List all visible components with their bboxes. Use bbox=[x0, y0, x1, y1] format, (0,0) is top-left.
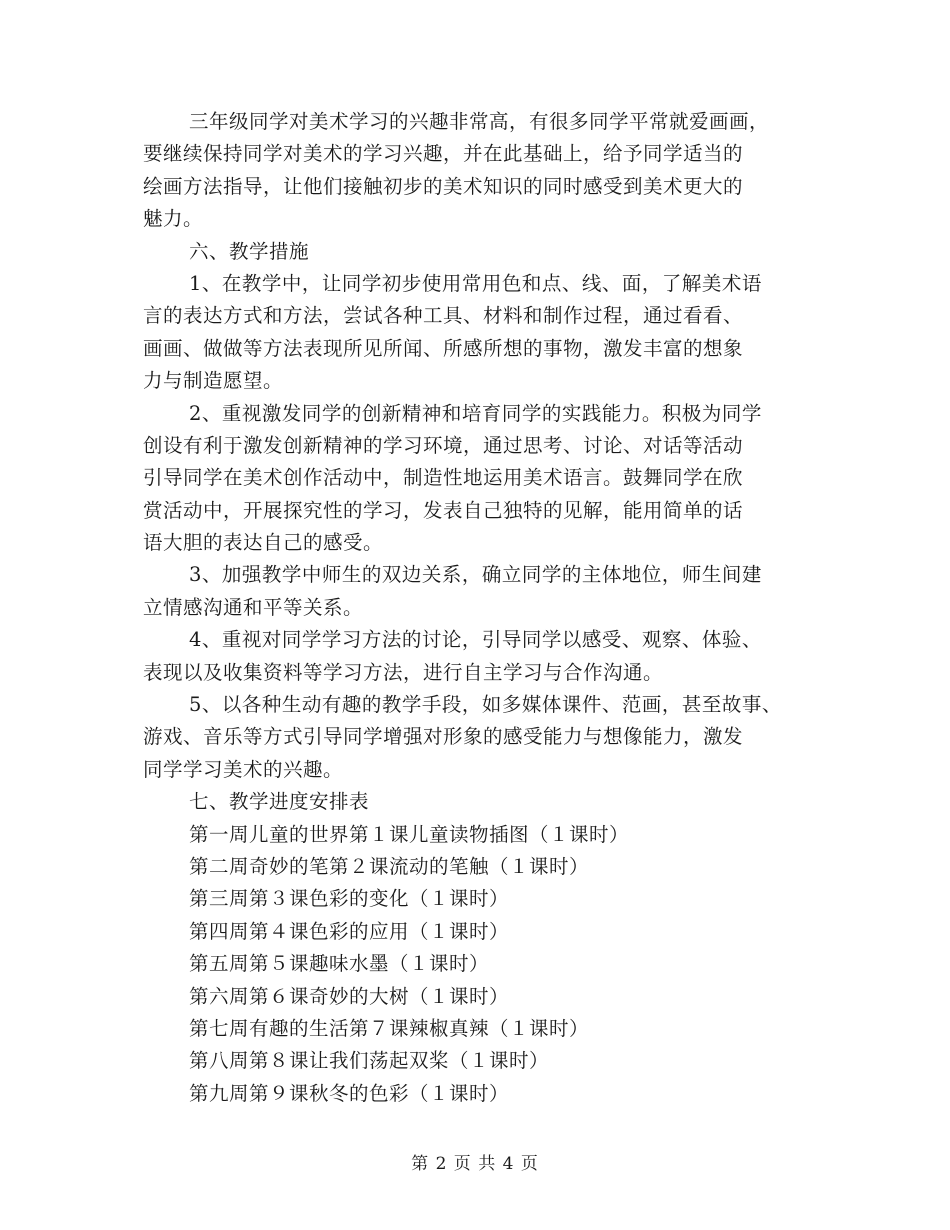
document-body bbox=[143, 106, 823, 1110]
text-line: 言的表达方式和方法，尝试各种工具、材料和制作过程，通过看看、 bbox=[143, 304, 744, 328]
text-line: 赏活动中，开展探究性的学习，发表自己独特的见解，能用简单的话 bbox=[143, 498, 744, 522]
text-line: 第八周第８课让我们荡起双桨（１课时） bbox=[189, 1049, 550, 1073]
text-line: 游戏、音乐等方式引导同学增强对形象的感受能力与想像能力，激发 bbox=[143, 725, 744, 749]
text-line: 第一周儿童的世界第１课儿童读物插图（１课时） bbox=[189, 822, 630, 846]
text-line: 第七周有趣的生活第７课辣椒真辣（１课时） bbox=[189, 1016, 590, 1040]
text-line: 第九周第９课秋冬的色彩（１课时） bbox=[189, 1081, 510, 1105]
text-line: 六、教学措施 bbox=[189, 239, 310, 263]
text-line: 表现以及收集资料等学习方法，进行自主学习与合作沟通。 bbox=[143, 660, 664, 684]
text-line: 4、重视对同学学习方法的讨论，引导同学以感受、观察、体验、 bbox=[189, 628, 762, 652]
text-line: 第五周第５课趣味水墨（１课时） bbox=[189, 952, 490, 976]
text-line: 绘画方法指导，让他们接触初步的美术知识的同时感受到美术更大的 bbox=[143, 174, 744, 198]
text-line: 第六周第６课奇妙的大树（１课时） bbox=[189, 984, 510, 1008]
text-line: 七、教学进度安排表 bbox=[189, 790, 370, 814]
text-line: 同学学习美术的兴趣。 bbox=[143, 757, 344, 781]
text-line: 第二周奇妙的笔第２课流动的笔触（１课时） bbox=[189, 854, 590, 878]
text-line: 力与制造愿望。 bbox=[143, 369, 284, 393]
text-line: 5、以各种生动有趣的教学手段，如多媒体课件、范画，甚至故事、 bbox=[189, 693, 782, 717]
text-line: 1、在教学中，让同学初步使用常用色和点、线、面，了解美术语 bbox=[189, 271, 762, 295]
text-line: 创设有利于激发创新精神的学习环境，通过思考、讨论、对话等活动 bbox=[143, 433, 744, 457]
text-line: 3、加强教学中师生的双边关系，确立同学的主体地位，师生间建 bbox=[189, 563, 762, 587]
text-line: 立情感沟通和平等关系。 bbox=[143, 595, 364, 619]
text-line: 第三周第３课色彩的变化（１课时） bbox=[189, 887, 510, 911]
text-line: 画画、做做等方法表现所见所闻、所感所想的事物，激发丰富的想象 bbox=[143, 336, 744, 360]
page-footer: 第 2 页 共 4 页 bbox=[411, 1154, 539, 1174]
text-line: 引导同学在美术创作活动中，制造性地运用美术语言。鼓舞同学在欣 bbox=[143, 466, 744, 490]
text-line: 第四周第４课色彩的应用（１课时） bbox=[189, 919, 510, 943]
text-line: 魅力。 bbox=[143, 207, 204, 231]
text-line: 三年级同学对美术学习的兴趣非常高，有很多同学平常就爱画画， bbox=[189, 110, 770, 133]
text-line: 要继续保持同学对美术的学习兴趣，并在此基础上，给予同学适当的 bbox=[143, 142, 744, 166]
text-line: 2、重视激发同学的创新精神和培育同学的实践能力。积极为同学 bbox=[189, 401, 762, 425]
text-line: 语大胆的表达自己的感受。 bbox=[143, 531, 384, 555]
